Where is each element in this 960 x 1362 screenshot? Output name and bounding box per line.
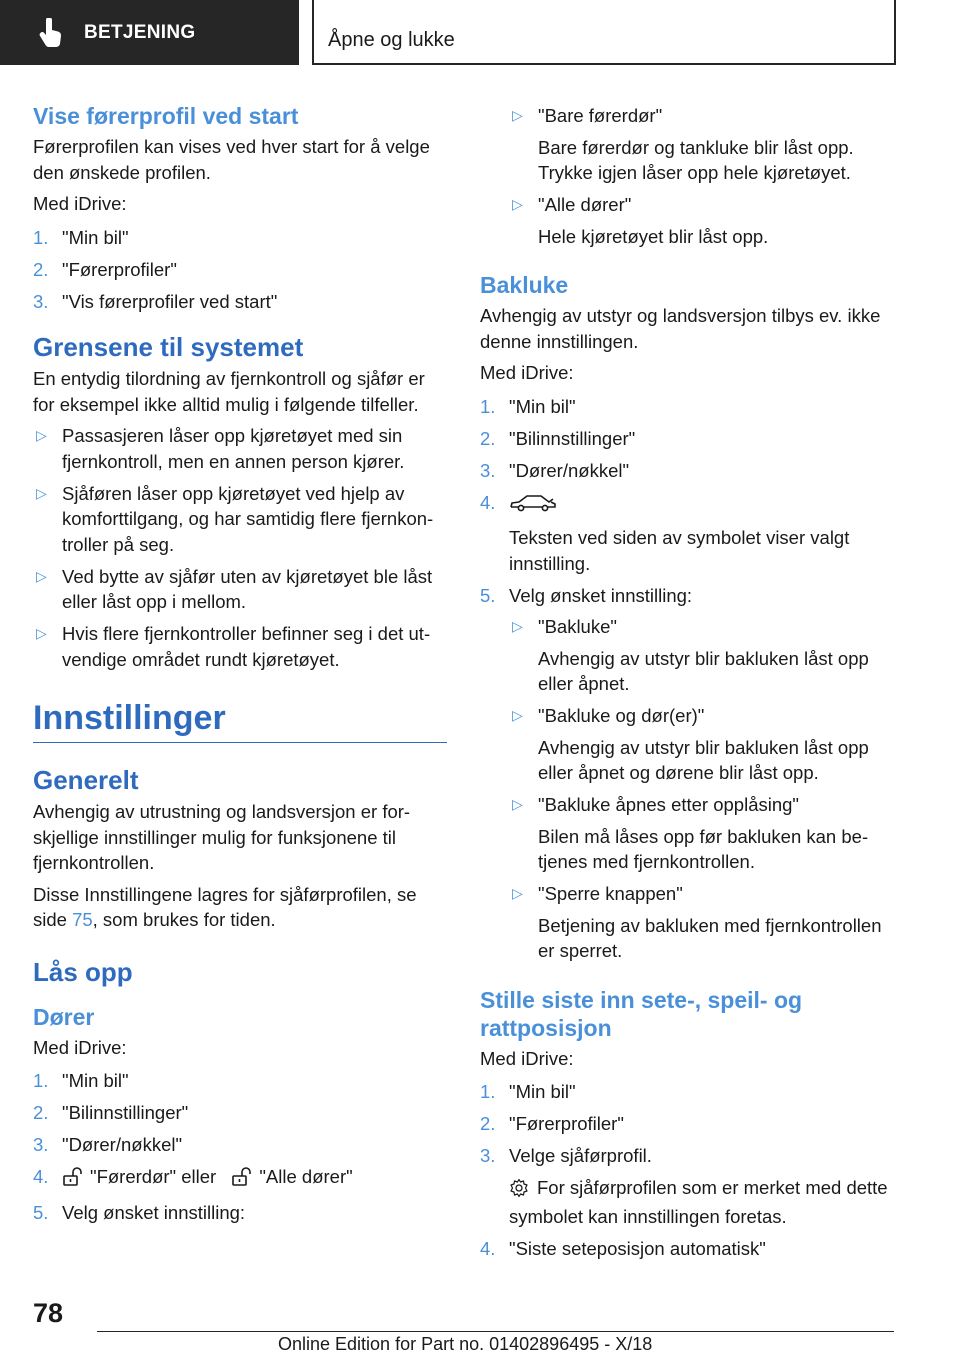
bullet-description: Betjening av bakluken med fjernkontrollen er sperret. [538, 914, 882, 961]
paragraph: Avhengig av utrustning og landsversjon er forskjellige innstillinger mulig for funksjonene til fjernkontrollen. [33, 801, 411, 873]
triangle-bullet-icon: ▷ [36, 567, 47, 584]
step-text: Velge sjåførprofil. [509, 1145, 652, 1166]
list-item [509, 103, 898, 186]
car-tailgate-icon [509, 493, 557, 520]
bullet-list [480, 103, 898, 249]
right-column [480, 100, 898, 1268]
step-number: 5. [33, 1202, 49, 1223]
list-item [33, 1068, 447, 1094]
list-item [480, 1079, 898, 1105]
step-number: 2. [33, 258, 49, 280]
step-text: "Siste seteposisjon automatisk" [509, 1238, 766, 1259]
bullet-title: "Bare førerdør" [538, 105, 663, 126]
list-item [509, 881, 898, 964]
step-text: "Alle dører" [259, 1166, 353, 1187]
bullet-description: Bare førerdør og tankluke blir låst opp. Trykke igjen låser opp hele kjøretøyet. [538, 136, 854, 183]
step-number: 2. [480, 427, 496, 449]
step-text: Velg ønsket innstilling: [62, 1202, 246, 1223]
triangle-bullet-icon: ▷ [512, 107, 523, 123]
step-number: 4. [480, 491, 496, 513]
triangle-bullet-icon: ▷ [512, 796, 523, 812]
triangle-bullet-icon: ▷ [36, 484, 47, 501]
page-number: 78 [33, 1298, 64, 1328]
bullet-list [33, 423, 447, 672]
bullet-description: Hele kjøretøyet blir låst opp. [538, 225, 769, 247]
bullet-description: Bilen må låses opp før bakluken kan betjenes med fjernkontrollen. [538, 825, 869, 872]
step-number: 1. [480, 1081, 496, 1102]
gear-icon [509, 1178, 529, 1205]
list-item [480, 426, 898, 452]
sub-bullet-list [509, 614, 898, 964]
step-description: Teksten ved siden av symbolet viser valgt innstilling. [509, 527, 850, 574]
bullet-title: "Bakluke åpnes etter opplåsing" [538, 794, 799, 815]
step-text: "Førerdør" eller [90, 1166, 217, 1187]
list-item [480, 490, 898, 577]
bullet-description: Avhengig av utstyr blir bakluken låst opp eller åpnet. [538, 647, 869, 694]
list-item [509, 703, 898, 786]
step-description: For sjåførprofilen som er merket med dette symbolet kan innstillingen foretas. [509, 1176, 888, 1227]
paragraph: En entydig tilordning av fjernkontroll og sjåfør er for eksempel ikke alltid mulig i følgende tilfeller. [33, 368, 425, 415]
list-item [33, 225, 447, 251]
step-number: 5. [480, 584, 496, 606]
heading-last-position: Stille siste inn sete-, speil- og rattposisjon [480, 986, 803, 1041]
list-item [33, 481, 447, 558]
bullet-text: Sjåføren låser opp kjøretøyet ved hjelp av komforttilgang, og har samtidig flere fjernkontroller på seg. [62, 482, 434, 555]
bullet-title: "Sperre knappen" [538, 883, 683, 904]
paragraph: Med iDrive: [480, 1047, 574, 1069]
list-item [33, 423, 447, 474]
bullet-title: "Alle dører" [538, 194, 632, 215]
paragraph: Avhengig av utstyr og landsversjon tilbys ev. ikke denne innstillingen. [480, 305, 881, 352]
paragraph: Med iDrive: [33, 1036, 127, 1058]
step-number: 3. [33, 290, 49, 312]
paragraph: Førerprofilen kan vises ved hver start for å velge den ønskede profilen. [33, 136, 430, 183]
step-number: 1. [33, 226, 49, 248]
page-reference-link[interactable]: 75 [72, 909, 93, 930]
footer-divider [97, 1331, 894, 1332]
list-item [33, 564, 447, 615]
step-text: "Min bil" [62, 226, 129, 248]
header-title: Åpne og lukke [328, 29, 455, 51]
header-section-tab [0, 0, 299, 65]
steps-list [480, 1079, 898, 1262]
bullet-title: "Bakluke og dør(er)" [538, 705, 705, 726]
bullet-title: "Bakluke" [538, 616, 617, 637]
step-text: "Førerprofiler" [509, 1113, 624, 1134]
step-number: 2. [33, 1102, 49, 1123]
list-item [480, 394, 898, 420]
bullet-description: Avhengig av utstyr blir bakluken låst opp eller åpnet og dørene blir låst opp. [538, 736, 869, 783]
list-item [480, 458, 898, 484]
step-number: 3. [480, 459, 496, 481]
heading-system-limits: Grensene til systemet [33, 332, 304, 362]
unlock-icon [231, 1167, 253, 1194]
triangle-bullet-icon: ▷ [512, 196, 523, 212]
step-text: Velg ønsket innstilling: [509, 584, 693, 606]
triangle-bullet-icon: ▷ [36, 625, 47, 641]
list-item [33, 1164, 447, 1194]
step-text: "Min bil" [509, 395, 576, 417]
step-number: 4. [33, 1166, 49, 1187]
step-text: "Førerprofiler" [62, 258, 177, 280]
list-item [509, 792, 898, 875]
bullet-text: Passasjeren låser opp kjøretøyet med sin fjernkontroll, men en annen person kjører. [62, 425, 405, 472]
triangle-bullet-icon: ▷ [512, 707, 523, 723]
list-item [480, 1236, 898, 1262]
heading-tailgate: Bakluke [480, 272, 569, 298]
step-text: "Min bil" [62, 1070, 129, 1091]
step-number: 2. [480, 1113, 496, 1134]
bullet-text: Hvis flere fjernkontroller befinner seg i det utvendige området rundt kjøretøyet. [62, 623, 431, 670]
list-item [480, 583, 898, 964]
paragraph: Med iDrive: [33, 193, 127, 214]
step-number: 3. [480, 1145, 496, 1166]
steps-list [33, 225, 447, 315]
triangle-bullet-icon: ▷ [512, 618, 523, 634]
list-item [480, 1111, 898, 1137]
header-title-box [312, 0, 896, 65]
steps-list [480, 394, 898, 964]
triangle-bullet-icon: ▷ [36, 427, 47, 443]
unlock-icon [62, 1167, 84, 1194]
list-item [33, 1200, 447, 1226]
heading-unlock: Lås opp [33, 956, 133, 987]
step-number: 1. [33, 1070, 49, 1091]
list-item [33, 1132, 447, 1158]
list-item [509, 192, 898, 249]
heading-general: Generelt [33, 765, 139, 795]
bullet-text: Ved bytte av sjåfør uten av kjøretøyet ble låst eller låst opp i mellom. [62, 565, 433, 612]
steps-list [33, 1068, 447, 1226]
paragraph: Med iDrive: [480, 362, 574, 383]
list-item [480, 1143, 898, 1230]
heading-show-driver-profile: Vise førerprofil ved start [33, 103, 299, 129]
step-number: 1. [480, 395, 496, 417]
footer-edition: Online Edition for Part no. 01402896495 - X/18 [278, 1334, 653, 1354]
step-text: "Bilinnstillinger" [62, 1102, 189, 1123]
pointing-hand-icon [38, 16, 72, 50]
paragraph-with-link: Disse Innstillingene lagres for sjåførprofilen, se side 75, som brukes for tiden. [33, 883, 417, 930]
triangle-bullet-icon: ▷ [512, 885, 523, 901]
header-section-label: BETJENING [84, 21, 196, 43]
list-item [33, 289, 447, 315]
step-text: "Min bil" [509, 1081, 576, 1102]
step-number: 4. [480, 1238, 496, 1259]
step-text: "Dører/nøkkel" [62, 1134, 183, 1155]
step-text: "Bilinnstillinger" [509, 427, 636, 449]
step-number: 3. [33, 1134, 49, 1155]
step-text: "Dører/nøkkel" [509, 459, 630, 481]
list-item [33, 621, 447, 672]
list-item [509, 614, 898, 697]
chapter-title-settings: Innstillinger [33, 698, 447, 743]
list-item [33, 1100, 447, 1126]
left-column [33, 100, 447, 1232]
list-item [33, 257, 447, 283]
step-text: "Vis førerprofiler ved start" [62, 290, 278, 312]
heading-doors: Dører [33, 1003, 95, 1030]
